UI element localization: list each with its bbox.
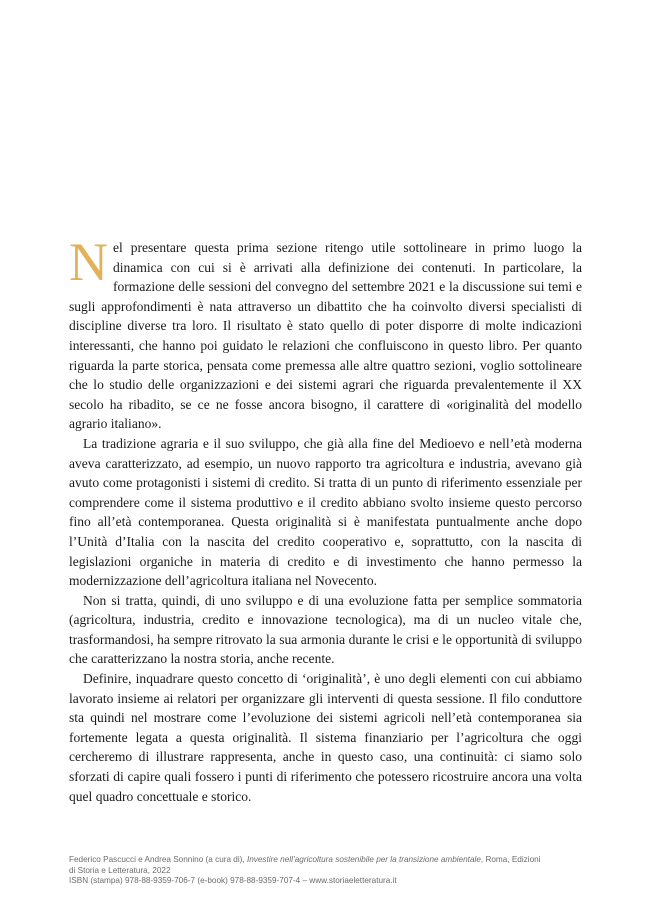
citation-publisher-end: di Storia e Letteratura, 2022 — [69, 865, 171, 875]
citation-book-title: Investire nell’agricoltura sostenibile per la transizione ambientale — [246, 855, 481, 864]
paragraph-1-text: el presentare questa prima sezione ritengo utile sottolineare in primo luogo la dinamica con cui si è arrivati alla definizione dei contenuti. In particolare, la formazione delle sessioni del convegno del settembre 2021 e la discussione sui temi e sugli approfondimenti è nata attraverso un dibattito che ha coinvolto diversi specialisti di discipline diverse tra loro. Il risultato è stato quello di poter disporre di molte indicazioni interessanti, che hanno poi guidato le relazioni che confluiscono in questo libro. Per quanto riguarda la parte storica, pensata come premessa alle altre quattro sezioni, voglio sottolineare che lo studio delle organizzazioni e dei sistemi agrari che riguarda prevalentemente il XX secolo ha ribadito, se ce ne fosse ancora bisogno, il carattere di «originalità del modello agrario italiano». — [69, 240, 582, 432]
citation-line-1 — [69, 855, 609, 866]
paragraph-1 — [69, 232, 582, 434]
citation-authors: Federico Pascucci e Andrea Sonnino (a cura di), — [69, 855, 245, 864]
main-text — [69, 232, 582, 806]
citation-footer — [69, 855, 609, 887]
paragraph-2: La tradizione agraria e il suo sviluppo, che già alla fine del Medioevo e nell’età moderna aveva caratterizzato, ad esempio, un nuovo rapporto tra agricoltura e industria, avevano già avuto come protagonisti i sistemi di credito. Si tratta di un punto di riferimento essenziale per comprendere come il sistema produttivo e il credito abbiano svolto insieme questo percorso fino all’età contemporanea. Questa originalità si è manifestata puntualmente anche dopo l’Unità d’Italia con la nascita del credito cooperativo e, soprattutto, con la nascita di legislazioni organiche in materia di credito e di investimento che hanno permesso la modernizzazione dell’agricoltura italiana nel Novecento. — [69, 435, 582, 589]
citation-publisher-start: , Roma, Edizioni — [480, 855, 541, 864]
citation-isbn: ISBN (stampa) 978-88-9359-706-7 (e-book) 978-88-9359-707-4 – www.storiaeletteratura.it — [69, 876, 397, 886]
paragraph-3: Non si tratta, quindi, di uno sviluppo e di una evoluzione fatta per semplice sommatoria (agricoltura, industria, credito e innovazione tecnologica), ma di un nucleo vitale che, trasformandosi, ha sempre ritrovato la sua armonia durante le crisi e le opportunità di sviluppo che caratterizzano la nostra storia, anche recente. — [69, 592, 582, 667]
drop-cap: N — [69, 232, 108, 292]
paragraph-4: Definire, inquadrare questo concetto di ‘originalità’, è uno degli elementi con cui abbiamo lavorato insieme ai relatori per organizzare gli interventi di questa sessione. Il filo conduttore sta quindi nel mostrare come l’evoluzione dei sistemi agricoli nell’età contemporanea sia fortemente legata a questa originalità. Il sistema finanziario per l’agricoltura che oggi cercheremo di illustrare rappresenta, anche in questo caso, una continuità: ci siamo solo sforzati di capire quali fossero i punti di riferimento che potessero ricostruire ancora una volta quel quadro concettuale e storico. — [69, 671, 582, 804]
